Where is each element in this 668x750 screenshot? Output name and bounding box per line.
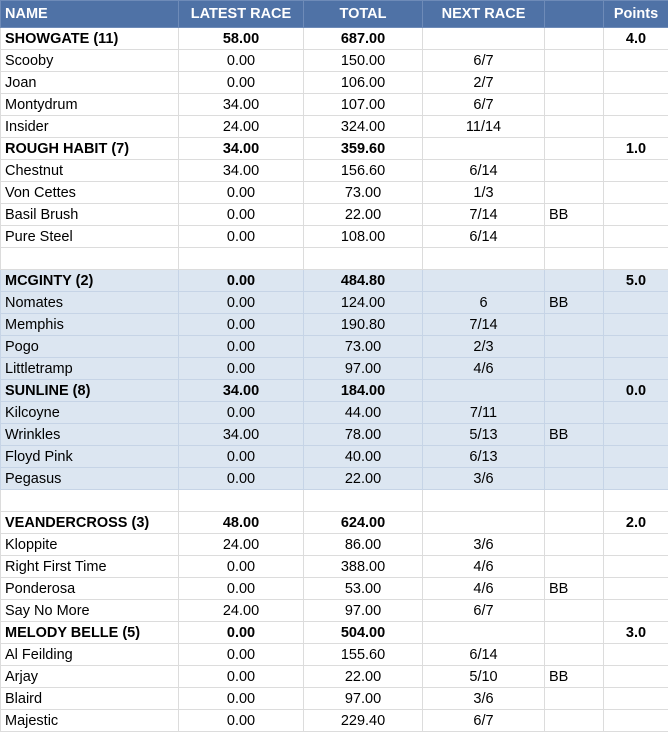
cell-extra <box>545 248 604 270</box>
cell-latest-race: 0.00 <box>179 468 304 490</box>
table-row <box>1 710 668 732</box>
blank-row <box>1 248 668 270</box>
table-body <box>1 28 668 732</box>
header-extra <box>545 1 604 28</box>
cell-points <box>604 358 668 380</box>
table-row <box>1 446 668 468</box>
cell-name: Right First Time <box>1 556 179 578</box>
cell-total: 324.00 <box>304 116 423 138</box>
cell-points <box>604 292 668 314</box>
cell-total: 124.00 <box>304 292 423 314</box>
cell-total: 97.00 <box>304 600 423 622</box>
cell-extra: BB <box>545 292 604 314</box>
cell-total: 22.00 <box>304 468 423 490</box>
cell-next-race: 4/6 <box>423 556 545 578</box>
cell-latest-race: 0.00 <box>179 72 304 94</box>
cell-extra: BB <box>545 204 604 226</box>
header-points: Points <box>604 1 668 28</box>
cell-latest-race: 0.00 <box>179 314 304 336</box>
cell-extra <box>545 402 604 424</box>
cell-next-race: 7/11 <box>423 402 545 424</box>
table-row <box>1 226 668 248</box>
cell-extra <box>545 644 604 666</box>
cell-name <box>1 248 179 270</box>
header-total: TOTAL <box>304 1 423 28</box>
team-row <box>1 512 668 534</box>
cell-extra <box>545 182 604 204</box>
cell-extra <box>545 72 604 94</box>
cell-latest-race <box>179 248 304 270</box>
cell-points <box>604 226 668 248</box>
cell-points <box>604 402 668 424</box>
cell-points <box>604 534 668 556</box>
team-row <box>1 28 668 50</box>
cell-next-race: 6/7 <box>423 94 545 116</box>
cell-next-race: 3/6 <box>423 688 545 710</box>
cell-extra <box>545 270 604 292</box>
cell-total: 504.00 <box>304 622 423 644</box>
cell-name: Al Feilding <box>1 644 179 666</box>
cell-name: Pogo <box>1 336 179 358</box>
cell-total: 78.00 <box>304 424 423 446</box>
cell-latest-race: 0.00 <box>179 50 304 72</box>
cell-next-race: 1/3 <box>423 182 545 204</box>
cell-extra <box>545 710 604 732</box>
cell-name: MCGINTY (2) <box>1 270 179 292</box>
cell-latest-race: 34.00 <box>179 94 304 116</box>
cell-points: 4.0 <box>604 28 668 50</box>
cell-total: 359.60 <box>304 138 423 160</box>
cell-next-race: 6/7 <box>423 710 545 732</box>
cell-points <box>604 248 668 270</box>
cell-points <box>604 644 668 666</box>
cell-extra <box>545 116 604 138</box>
cell-extra <box>545 556 604 578</box>
cell-points <box>604 468 668 490</box>
cell-name: Scooby <box>1 50 179 72</box>
cell-extra <box>545 28 604 50</box>
cell-extra: BB <box>545 424 604 446</box>
table-row <box>1 204 668 226</box>
cell-next-race: 6/14 <box>423 160 545 182</box>
cell-extra: BB <box>545 666 604 688</box>
table-row <box>1 94 668 116</box>
team-row <box>1 622 668 644</box>
team-row <box>1 270 668 292</box>
cell-next-race: 6/7 <box>423 600 545 622</box>
cell-points <box>604 72 668 94</box>
cell-latest-race: 0.00 <box>179 358 304 380</box>
cell-points <box>604 446 668 468</box>
cell-latest-race: 0.00 <box>179 578 304 600</box>
cell-points <box>604 160 668 182</box>
table-row <box>1 182 668 204</box>
cell-next-race: 7/14 <box>423 204 545 226</box>
cell-extra <box>545 600 604 622</box>
table-row <box>1 72 668 94</box>
cell-latest-race: 34.00 <box>179 380 304 402</box>
table-row <box>1 578 668 600</box>
table-row <box>1 50 668 72</box>
cell-next-race <box>423 622 545 644</box>
cell-total: 86.00 <box>304 534 423 556</box>
cell-points <box>604 490 668 512</box>
cell-total: 150.00 <box>304 50 423 72</box>
cell-latest-race: 0.00 <box>179 622 304 644</box>
cell-latest-race: 34.00 <box>179 160 304 182</box>
cell-total: 73.00 <box>304 182 423 204</box>
cell-name: Insider <box>1 116 179 138</box>
cell-extra <box>545 468 604 490</box>
cell-latest-race: 0.00 <box>179 644 304 666</box>
cell-next-race: 6 <box>423 292 545 314</box>
cell-points <box>604 556 668 578</box>
cell-total: 22.00 <box>304 204 423 226</box>
cell-latest-race: 24.00 <box>179 534 304 556</box>
cell-points <box>604 336 668 358</box>
cell-latest-race: 0.00 <box>179 292 304 314</box>
table-row <box>1 424 668 446</box>
cell-total: 106.00 <box>304 72 423 94</box>
cell-total: 44.00 <box>304 402 423 424</box>
table-row <box>1 160 668 182</box>
cell-total <box>304 490 423 512</box>
blank-row <box>1 490 668 512</box>
cell-latest-race <box>179 490 304 512</box>
cell-name: SHOWGATE (11) <box>1 28 179 50</box>
cell-latest-race: 34.00 <box>179 424 304 446</box>
cell-latest-race: 24.00 <box>179 600 304 622</box>
cell-total: 484.80 <box>304 270 423 292</box>
cell-name: Memphis <box>1 314 179 336</box>
cell-points <box>604 50 668 72</box>
cell-latest-race: 34.00 <box>179 138 304 160</box>
table-row <box>1 358 668 380</box>
cell-name: MELODY BELLE (5) <box>1 622 179 644</box>
cell-points <box>604 94 668 116</box>
cell-extra <box>545 688 604 710</box>
cell-name: Montydrum <box>1 94 179 116</box>
cell-total: 184.00 <box>304 380 423 402</box>
cell-points <box>604 688 668 710</box>
cell-next-race: 5/13 <box>423 424 545 446</box>
cell-name: Wrinkles <box>1 424 179 446</box>
header-next-race: NEXT RACE <box>423 1 545 28</box>
cell-latest-race: 0.00 <box>179 270 304 292</box>
cell-total: 229.40 <box>304 710 423 732</box>
cell-name <box>1 490 179 512</box>
cell-next-race: 6/7 <box>423 50 545 72</box>
cell-name: SUNLINE (8) <box>1 380 179 402</box>
cell-name: Chestnut <box>1 160 179 182</box>
cell-total: 73.00 <box>304 336 423 358</box>
cell-next-race: 4/6 <box>423 358 545 380</box>
cell-points <box>604 182 668 204</box>
cell-next-race <box>423 28 545 50</box>
cell-latest-race: 0.00 <box>179 336 304 358</box>
cell-total: 40.00 <box>304 446 423 468</box>
cell-name: VEANDERCROSS (3) <box>1 512 179 534</box>
cell-extra <box>545 446 604 468</box>
cell-next-race: 3/6 <box>423 534 545 556</box>
cell-extra <box>545 534 604 556</box>
cell-latest-race: 0.00 <box>179 688 304 710</box>
cell-name: Von Cettes <box>1 182 179 204</box>
cell-name: Blaird <box>1 688 179 710</box>
cell-extra <box>545 512 604 534</box>
cell-points: 2.0 <box>604 512 668 534</box>
cell-next-race: 7/14 <box>423 314 545 336</box>
table-row <box>1 600 668 622</box>
cell-extra <box>545 226 604 248</box>
cell-latest-race: 0.00 <box>179 204 304 226</box>
cell-latest-race: 48.00 <box>179 512 304 534</box>
cell-latest-race: 0.00 <box>179 446 304 468</box>
cell-latest-race: 0.00 <box>179 556 304 578</box>
cell-next-race: 3/6 <box>423 468 545 490</box>
cell-extra <box>545 94 604 116</box>
table-row <box>1 116 668 138</box>
cell-name: Floyd Pink <box>1 446 179 468</box>
cell-points: 3.0 <box>604 622 668 644</box>
table-row <box>1 644 668 666</box>
cell-name: Arjay <box>1 666 179 688</box>
cell-name: Kloppite <box>1 534 179 556</box>
cell-extra <box>545 490 604 512</box>
cell-points <box>604 710 668 732</box>
cell-extra <box>545 160 604 182</box>
cell-next-race <box>423 380 545 402</box>
cell-total: 53.00 <box>304 578 423 600</box>
cell-points <box>604 314 668 336</box>
table-row <box>1 666 668 688</box>
cell-name: Basil Brush <box>1 204 179 226</box>
cell-name: Ponderosa <box>1 578 179 600</box>
cell-points <box>604 204 668 226</box>
cell-next-race: 6/14 <box>423 226 545 248</box>
cell-next-race <box>423 138 545 160</box>
cell-name: Littletramp <box>1 358 179 380</box>
cell-points <box>604 600 668 622</box>
cell-total: 108.00 <box>304 226 423 248</box>
team-row <box>1 138 668 160</box>
cell-next-race: 5/10 <box>423 666 545 688</box>
cell-extra <box>545 622 604 644</box>
table-row <box>1 468 668 490</box>
cell-total: 22.00 <box>304 666 423 688</box>
cell-total: 156.60 <box>304 160 423 182</box>
table-row <box>1 534 668 556</box>
table-row <box>1 336 668 358</box>
cell-total: 388.00 <box>304 556 423 578</box>
cell-next-race <box>423 512 545 534</box>
cell-latest-race: 0.00 <box>179 710 304 732</box>
cell-extra: BB <box>545 578 604 600</box>
cell-name: Nomates <box>1 292 179 314</box>
table-row <box>1 314 668 336</box>
cell-total: 97.00 <box>304 358 423 380</box>
table-row <box>1 688 668 710</box>
cell-points <box>604 424 668 446</box>
cell-name: ROUGH HABIT (7) <box>1 138 179 160</box>
cell-next-race <box>423 270 545 292</box>
table-row <box>1 402 668 424</box>
cell-total: 107.00 <box>304 94 423 116</box>
cell-latest-race: 0.00 <box>179 182 304 204</box>
cell-extra <box>545 314 604 336</box>
header-row <box>1 1 668 28</box>
cell-points: 0.0 <box>604 380 668 402</box>
cell-points <box>604 578 668 600</box>
table-row <box>1 556 668 578</box>
cell-name: Kilcoyne <box>1 402 179 424</box>
cell-extra <box>545 50 604 72</box>
cell-next-race: 6/13 <box>423 446 545 468</box>
team-row <box>1 380 668 402</box>
table-row <box>1 292 668 314</box>
cell-total: 155.60 <box>304 644 423 666</box>
cell-next-race <box>423 248 545 270</box>
cell-next-race: 4/6 <box>423 578 545 600</box>
cell-latest-race: 58.00 <box>179 28 304 50</box>
header-name: NAME <box>1 1 179 28</box>
cell-extra <box>545 138 604 160</box>
cell-latest-race: 24.00 <box>179 116 304 138</box>
cell-points: 5.0 <box>604 270 668 292</box>
cell-name: Joan <box>1 72 179 94</box>
cell-next-race: 11/14 <box>423 116 545 138</box>
cell-total: 624.00 <box>304 512 423 534</box>
cell-points <box>604 666 668 688</box>
cell-latest-race: 0.00 <box>179 226 304 248</box>
cell-name: Pegasus <box>1 468 179 490</box>
cell-next-race <box>423 490 545 512</box>
cell-latest-race: 0.00 <box>179 666 304 688</box>
cell-latest-race: 0.00 <box>179 402 304 424</box>
cell-extra <box>545 336 604 358</box>
cell-points <box>604 116 668 138</box>
cell-name: Majestic <box>1 710 179 732</box>
cell-points: 1.0 <box>604 138 668 160</box>
cell-next-race: 2/7 <box>423 72 545 94</box>
cell-next-race: 2/3 <box>423 336 545 358</box>
cell-total: 190.80 <box>304 314 423 336</box>
cell-next-race: 6/14 <box>423 644 545 666</box>
cell-total: 97.00 <box>304 688 423 710</box>
cell-total <box>304 248 423 270</box>
header-latest-race: LATEST RACE <box>179 1 304 28</box>
cell-total: 687.00 <box>304 28 423 50</box>
cell-name: Say No More <box>1 600 179 622</box>
cell-name: Pure Steel <box>1 226 179 248</box>
cell-extra <box>545 380 604 402</box>
cell-extra <box>545 358 604 380</box>
